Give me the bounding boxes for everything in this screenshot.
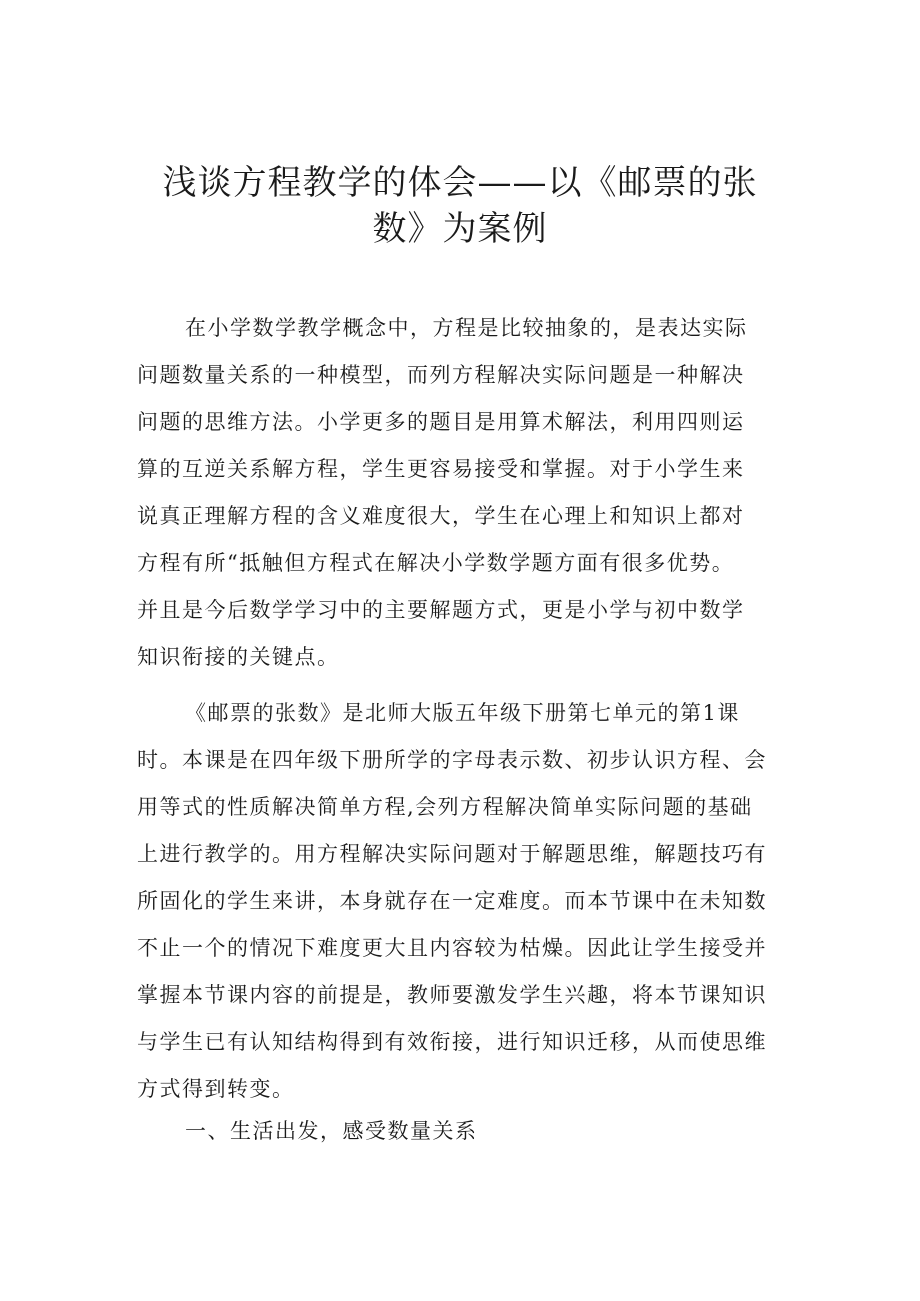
paragraph-2-line: 与学生已有认知结构得到有效衔接，进行知识迁移，从而使思维 <box>137 1030 767 1054</box>
paragraph-2-line: 上进行教学的。用方程解决实际问题对于解题思维，解题技巧有 <box>137 842 767 866</box>
paragraph-1-line: 说真正理解方程的含义难度很大，学生在心理上和知识上都对 <box>137 504 745 528</box>
paragraph-1-line: 在小学数学教学概念中，方程是比较抽象的，是表达实际 <box>185 316 748 340</box>
section-heading: 一、生活出发，感受数量关系 <box>185 1119 478 1143</box>
paragraph-2-line: 时。本课是在四年级下册所学的字母表示数、初步认识方程、会 <box>137 748 767 772</box>
document-title-line-1: 浅谈方程教学的体会——以《邮票的张 <box>162 163 758 203</box>
paragraph-1-line: 问题的思维方法。小学更多的题目是用算术解法，利用四则运 <box>137 410 745 434</box>
paragraph-2-line: 不止一个的情况下难度更大且内容较为枯燥。因此让学生接受并 <box>137 936 767 960</box>
paragraph-1-line: 算的互逆关系解方程，学生更容易接受和掌握。对于小学生来 <box>137 457 745 481</box>
paragraph-2-line: 掌握本节课内容的前提是，教师要激发学生兴趣，将本节课知识 <box>137 983 767 1007</box>
paragraph-1-line: 方程有所“抵触但方程式在解决小学数学题方面有很多优势。 <box>137 551 735 575</box>
paragraph-1-line: 问题数量关系的一种模型，而列方程解决实际问题是一种解决 <box>137 363 745 387</box>
paragraph-1-line: 知识衔接的关键点。 <box>137 645 340 669</box>
paragraph-2-line: 所固化的学生来讲，本身就存在一定难度。而本节课中在未知数 <box>137 889 767 913</box>
document-title-line-2: 数》为案例 <box>372 209 548 249</box>
paragraph-2-line: 用等式的性质解决简单方程,会列方程解决简单实际问题的基础 <box>137 795 753 819</box>
paragraph-1-line: 并且是今后数学学习中的主要解题方式，更是小学与初中数学 <box>137 598 745 622</box>
paragraph-2-line: 方式得到转变。 <box>137 1077 295 1101</box>
paragraph-2-line: 《邮票的张数》是北师大版五年级下册第七单元的第1课 <box>185 701 740 725</box>
